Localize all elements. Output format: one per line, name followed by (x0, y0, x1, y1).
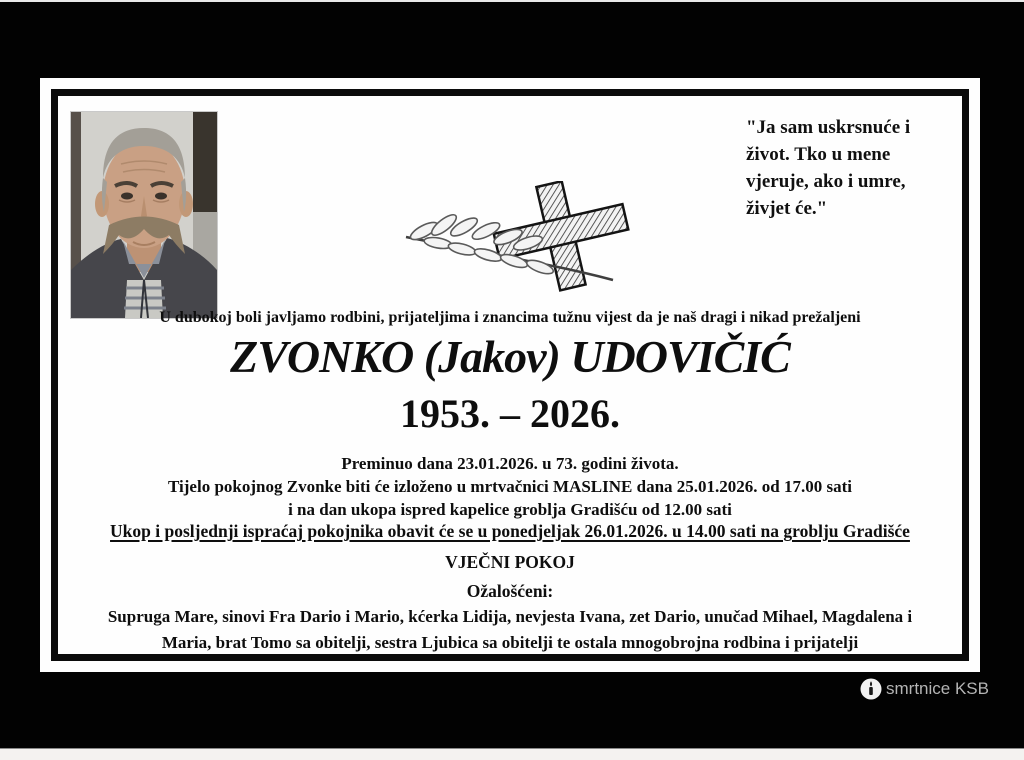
mourners-list (40, 604, 980, 656)
obituary-card (40, 78, 980, 672)
top-edge-strip (0, 0, 1024, 2)
mourners-label: Ožalošćeni: (466, 581, 554, 601)
detail-line-chapel: i na dan ukopa ispred kapelice groblja Gradišću od 12.00 sati (288, 500, 732, 519)
burial-announcement: Ukop i posljednji ispraćaj pokojnika obavit će se u ponedjeljak 26.01.2026. u 14.00 sati na groblju Gradišće (110, 521, 910, 541)
mourners-line-1: Supruga Mare, sinovi Fra Dario i Mario, kćerka Lidija, nevjesta Ivana, zet Dario, unučad Mihael, Magdalena i (107, 607, 913, 626)
watermark-text: smrtnice KSB (886, 679, 989, 698)
detail-line-death: Preminuo dana 23.01.2026. u 73. godini života. (341, 454, 679, 473)
watermark (860, 678, 989, 700)
memorial-candle-icon (860, 678, 882, 700)
birth-death-years: 1953. – 2026. (400, 391, 620, 436)
portrait-illustration (71, 112, 217, 318)
deceased-portrait-photo (70, 111, 218, 319)
detail-line-viewing: Tijelo pokojnog Zvonke biti će izloženo u mrtvačnici MASLINE dana 25.01.2026. od 17.00 sati (168, 477, 852, 496)
scripture-quote: "Ja sam uskrsnuće i život. Tko u mene vjeruje, ako i umre, živjet će." (746, 117, 911, 219)
deceased-name: ZVONKO (Jakov) UDOVIČIĆ (230, 331, 790, 382)
cross-with-laurel-branch-icon (398, 181, 648, 301)
bottom-edge-strip (0, 748, 1024, 760)
eternal-rest-text: VJEČNI POKOJ (445, 552, 575, 572)
announcement-intro: U dubokoj boli javljamo rodbini, prijateljima i znancima tužnu vijest da je naš dragi i nikad prežaljeni (159, 309, 861, 326)
mourners-line-2: Maria, brat Tomo sa obitelji, sestra Ljubica sa obitelji te ostala mnogobrojna rodbina i prijatelji (161, 633, 859, 652)
funeral-details (40, 452, 980, 521)
